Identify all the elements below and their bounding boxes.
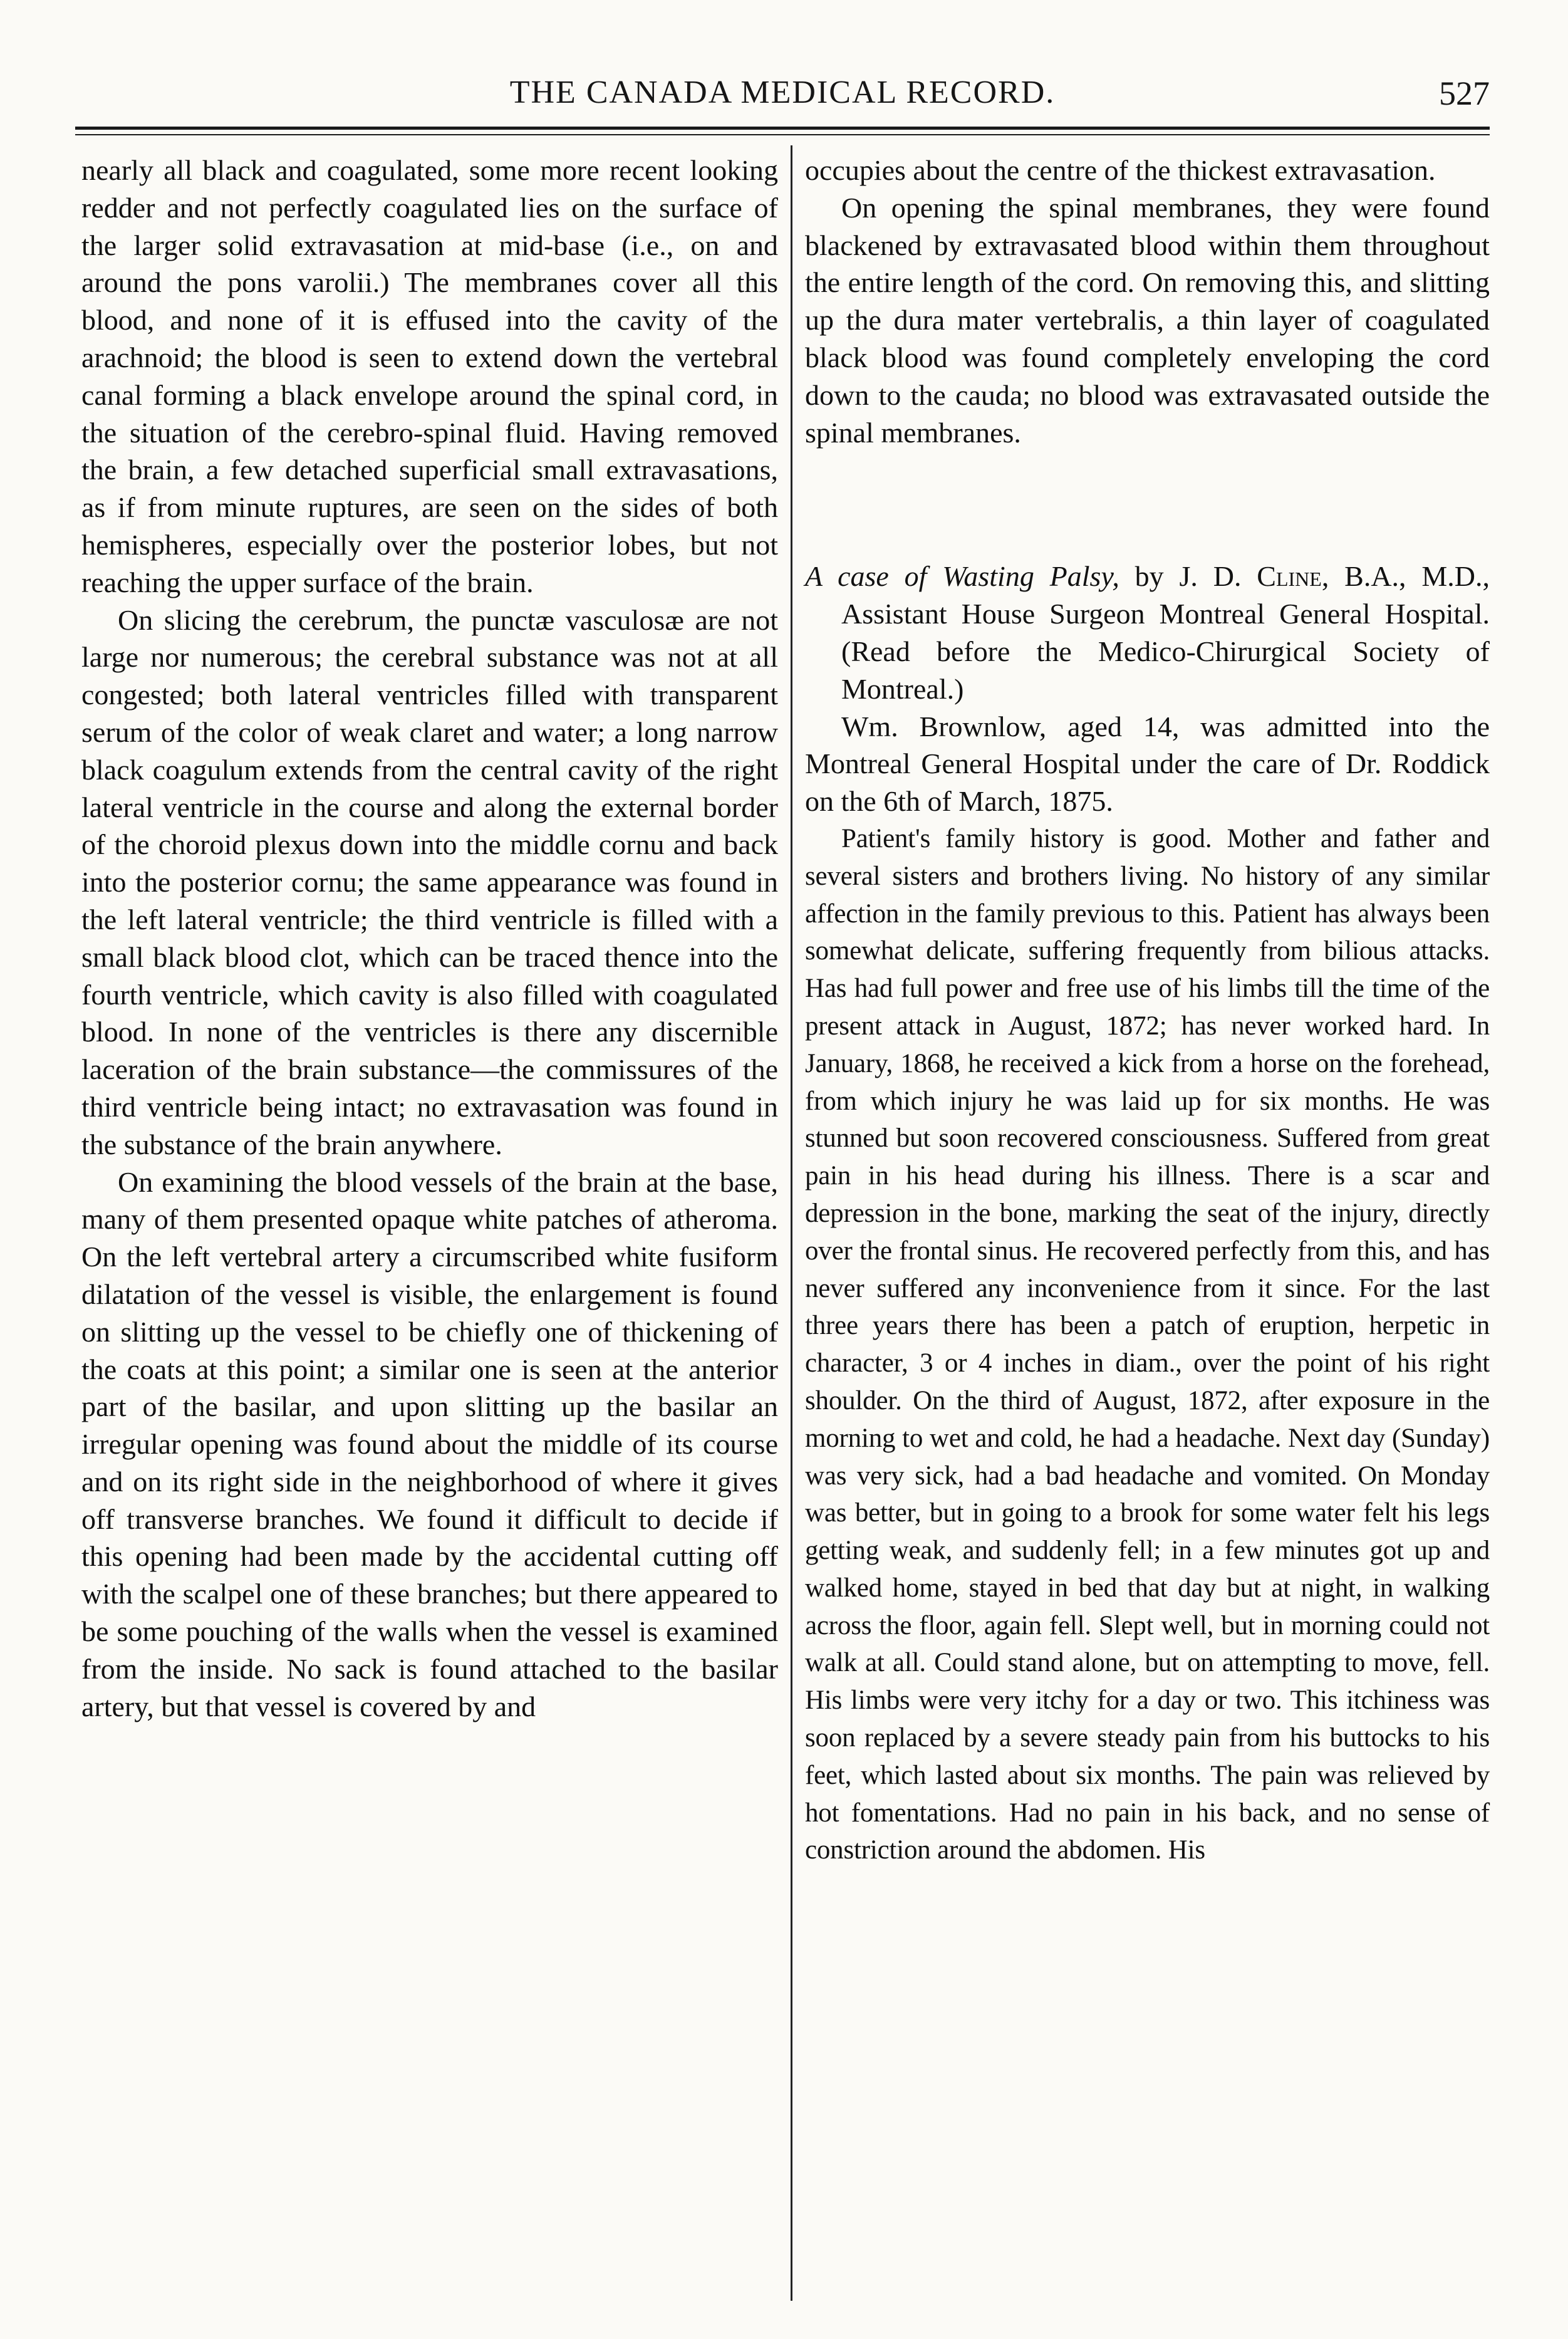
section-gap (805, 451, 1490, 558)
paragraph: On examining the blood vessels of the brain at the base, many of them presented opaque white patches of atheroma. On the left vertebral artery a circumscribed white fusiform dilatation of the vessel is visible, the enlargement is found on slitting up the vessel to be chiefly one of thickening of the coats at this point; a similar one is seen at the anterior part of the basilar, and upon slitting up the basilar an irregular opening was found about the middle of its course and on its right side in the neighborhood of where it gives off transverse branches. We found it difficult to decide if this opening had been made by the accidental cutting off with the scalpel one of these branches; but there appeared to be some pouching of the walls when the vessel is examined from the inside. No sack is found attached to the basilar artery, but that vessel is covered by and (81, 1165, 778, 1722)
paragraph: nearly all black and coagulated, some more recent looking redder and not perfectly coagulated lies on the surface of the larger solid extravasation at mid-base (i.e., on and around the pons varolii.) The membranes cover all this blood, and none of it is effused into the cavity of the arachnoid; the blood is seen to extend down the vertebral canal forming a black envelope around the spinal cord, in the situation of the cerebro-spinal fluid. Having removed the brain, a few detached superficial small extravasations, as if from minute ruptures, are seen on the sides of both hemispheres, especially over the posterior lobes, but not reaching the upper surface of the brain. (81, 154, 778, 598)
article-author: Cline (1257, 560, 1322, 593)
article-heading (805, 558, 1490, 707)
header-rule-thick (75, 127, 1490, 130)
paragraph: Wm. Brownlow, aged 14, was admitted into the Montreal General Hospital under the care of Dr. Roddick on the 6th of March, 1875. (805, 710, 1490, 818)
paragraph: On opening the spinal membranes, they were found blackened by extravasated blood within them throughout the entire length of the cord. On removing this, and slitting up the dura mater vertebralis, a thin layer of coagulated black blood was found completely enveloping the cord down to the cauda; no blood was extravasated outside the spinal membranes. (805, 191, 1490, 449)
column-divider (791, 145, 792, 2301)
article-title: A case of Wasting Palsy, (805, 560, 1119, 593)
page-number: 527 (1439, 75, 1490, 112)
header-rule-thin (75, 134, 1490, 135)
paragraph: Patient's family history is good. Mother and father and several sisters and brothers living. No history of any similar affection in the family previous to this. Patient has always been somewhat delicate, suffering frequently from bilious attacks. Has had full power and free use of his limbs till the time of the present attack in August, 1872; has never worked hard. In January, 1868, he received a kick from a horse on the forehead, from which injury he was laid up for six months. He was stunned but soon recovered consciousness. Suffered from great pain in his head during his illness. There is a scar and depression in the bone, marking the seat of the injury, directly over the frontal sinus. He recovered perfectly from this, and has never suffered any inconvenience from it since. For the last three years there has been a patch of eruption, herpetic in character, 3 or 4 inches in diam., over the point of his right shoulder. On the third of August, 1872, after exposure in the morning to wet and cold, he had a headache. Next day (Sunday) was very sick, had a bad headache and vomited. On Monday was better, but in going to a brook for some water felt his legs getting weak, and suddenly fell; in a few minutes got up and walked home, stayed in bed that day but at night, in walking across the floor, again fell. Slept well, but in morning could not walk at all. Could stand alone, but on attempting to move, fell. His limbs were very itchy for a day or two. This itchiness was soon replaced by a severe steady pain from his buttocks to his feet, which lasted about six months. The pain was relieved by hot fomentations. Had no pain in his back, and no sense of constriction around the abdomen. His (805, 823, 1490, 1865)
right-column (805, 152, 1490, 1869)
running-head (75, 70, 1490, 127)
article-byline-pre: by J. D. (1119, 560, 1257, 593)
left-column (81, 152, 778, 1725)
paragraph: On slicing the cerebrum, the punctæ vasculosæ are not large nor numerous; the cerebral substance was not at all congested; both lateral ventricles filled with transparent serum of the color of weak claret and water; a long narrow black coagulum extends from the central cavity of the right lateral ventricle in the course and along the external border of the choroid plexus down into the middle cornu and back into the posterior cornu; the same appearance was found in the left lateral ventricle; the third ventricle is filled with a small black blood clot, which can be traced thence into the fourth ventricle, which cavity is also filled with coagulated blood. In none of the ventricles is there any discernible laceration of the brain substance—the commissures of the third ventricle being intact; no extravasation was found in the substance of the brain anywhere. (81, 603, 778, 1160)
journal-title: THE CANADA MEDICAL RECORD. (509, 75, 1056, 110)
article-byline-post: , B.A., M.D., Assistant House Surgeon Montreal General Hospital. (Read before the Medico-Chirurgical Society of Montreal.) (841, 560, 1490, 705)
paragraph: occupies about the centre of the thickest extravasation. (805, 154, 1436, 186)
